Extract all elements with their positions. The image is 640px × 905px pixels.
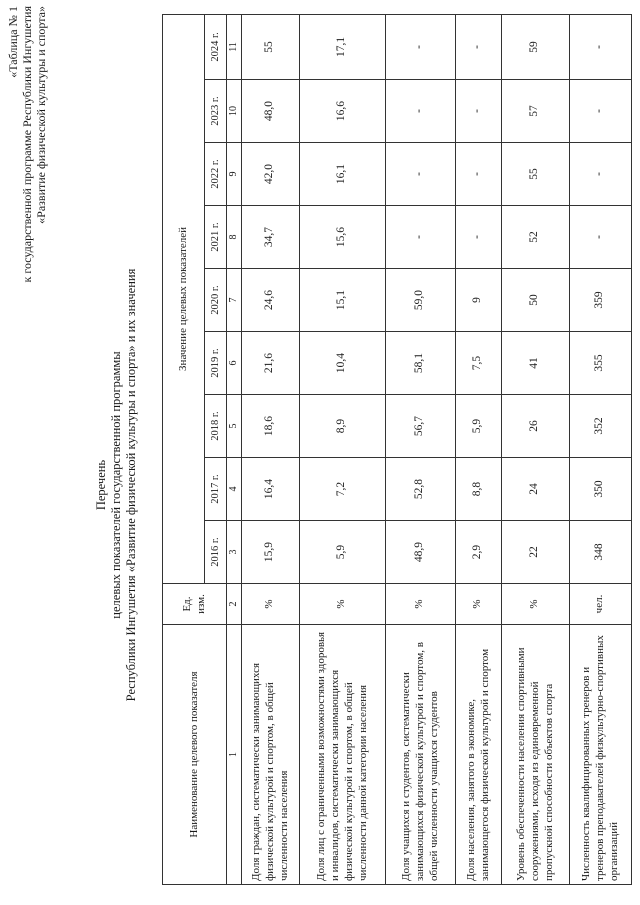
column-number: 3 [227,521,242,584]
column-number: 9 [227,143,242,206]
indicator-value: 16,1 [299,143,385,206]
table-row [299,14,385,884]
header-year: 2018 г. [205,395,227,458]
indicator-name: Уровень обеспеченности населения спортивными сооружениями, исходя из единовременной пропускной способности объектов спорта [501,625,569,885]
indicator-value: 24 [501,458,569,521]
indicator-value: 7,5 [455,332,501,395]
indicator-value: 15,1 [299,269,385,332]
document-title [94,165,139,805]
indicator-unit: % [241,584,299,625]
header-name: Наименование целевого показателя [163,625,227,885]
title-line-2: целевых показателей государственной программы [109,351,123,619]
column-number: 10 [227,80,242,143]
indicator-name: Доля учащихся и студентов, систематически занимающихся физической культурой и спортом, в общей численности учащихся студентов [385,625,455,885]
indicator-value: 9 [455,269,501,332]
indicator-value: 59,0 [385,269,455,332]
indicator-value: - [385,14,455,79]
column-number: 6 [227,332,242,395]
indicator-value: 5,9 [299,521,385,584]
indicator-value: 16,6 [299,80,385,143]
table-row [569,14,631,884]
indicator-name: Доля населения, занятого в экономике, занимающегося физической культурой и спортом [455,625,501,885]
header-year: 2019 г. [205,332,227,395]
indicator-unit: % [501,584,569,625]
annex-note [6,6,48,306]
indicator-value: 2,9 [455,521,501,584]
indicator-name: Доля лиц с ограниченными возможностями здоровья и инвалидов, систематически занимающихся физической культурой и спортом, в общей численности данной категории населения [299,625,385,885]
indicator-value: - [569,14,631,79]
indicator-value: 350 [569,458,631,521]
indicator-value: 355 [569,332,631,395]
header-year: 2022 г. [205,143,227,206]
indicator-unit: % [455,584,501,625]
column-number: 5 [227,395,242,458]
annex-line-3: «Развитие физической культуры и спорта» [34,6,48,224]
indicators-table [162,14,632,885]
column-number: 7 [227,269,242,332]
header-year: 2017 г. [205,458,227,521]
indicator-value: - [455,206,501,269]
indicator-value: 48,0 [241,80,299,143]
column-number: 4 [227,458,242,521]
indicator-value: 55 [241,14,299,79]
indicator-value: - [385,80,455,143]
indicator-value: 42,0 [241,143,299,206]
indicator-value: 57 [501,80,569,143]
indicator-value: 59 [501,14,569,79]
column-number: 8 [227,206,242,269]
indicator-value: 15,6 [299,206,385,269]
indicator-value: - [455,143,501,206]
indicator-value: 41 [501,332,569,395]
indicator-value: 352 [569,395,631,458]
table-row [385,14,455,884]
header-year: 2023 г. [205,80,227,143]
header-year: 2016 г. [205,521,227,584]
indicator-unit: чел. [569,584,631,625]
indicator-value: - [385,206,455,269]
column-number: 2 [227,584,242,625]
indicator-value: 24,6 [241,269,299,332]
indicator-value: - [385,143,455,206]
indicator-value: 16,4 [241,458,299,521]
column-number: 11 [227,14,242,79]
indicator-value: 56,7 [385,395,455,458]
header-year: 2020 г. [205,269,227,332]
indicator-value: 26 [501,395,569,458]
indicator-value: 48,9 [385,521,455,584]
indicator-value: 21,6 [241,332,299,395]
indicator-value: 359 [569,269,631,332]
indicator-value: - [569,80,631,143]
indicator-value: 348 [569,521,631,584]
indicator-value: 18,6 [241,395,299,458]
indicator-value: 52,8 [385,458,455,521]
indicator-value: - [569,206,631,269]
indicator-value: 50 [501,269,569,332]
indicator-name: Доля граждан, систематически занимающихся физической культурой и спортом, в общей численности населения [241,625,299,885]
table-row [455,14,501,884]
indicator-value: 8,9 [299,395,385,458]
header-year: 2021 г. [205,206,227,269]
indicator-value: 34,7 [241,206,299,269]
annex-line-1: «Таблица № 1 [6,6,20,78]
indicator-value: - [455,80,501,143]
header-year: 2024 г. [205,14,227,79]
indicator-unit: % [385,584,455,625]
table-row [501,14,569,884]
indicator-value: 7,2 [299,458,385,521]
indicator-unit: % [299,584,385,625]
indicator-value: 17,1 [299,14,385,79]
indicator-value: - [569,143,631,206]
indicator-value: - [455,14,501,79]
indicator-value: 10,4 [299,332,385,395]
indicator-value: 15,9 [241,521,299,584]
indicator-value: 5,9 [455,395,501,458]
annex-line-2: к государственной программе Республики Ингушетия [20,6,34,283]
table-row [241,14,299,884]
indicator-name: Численность квалифицированных тренеров и тренеров преподавателей физкультурно-спортивных организаций [569,625,631,885]
indicator-value: 58,1 [385,332,455,395]
title-line-1: Перечень [94,459,108,511]
title-line-3: Республики Ингушетия «Развитие физической культуры и спорта» и их значения [124,268,138,702]
indicator-value: 55 [501,143,569,206]
indicator-value: 22 [501,521,569,584]
header-values-group: Значение целевых показателей [163,14,205,583]
indicator-value: 52 [501,206,569,269]
indicator-value: 8,8 [455,458,501,521]
header-unit: Ед. изм. [163,584,227,625]
column-number: 1 [227,625,242,885]
